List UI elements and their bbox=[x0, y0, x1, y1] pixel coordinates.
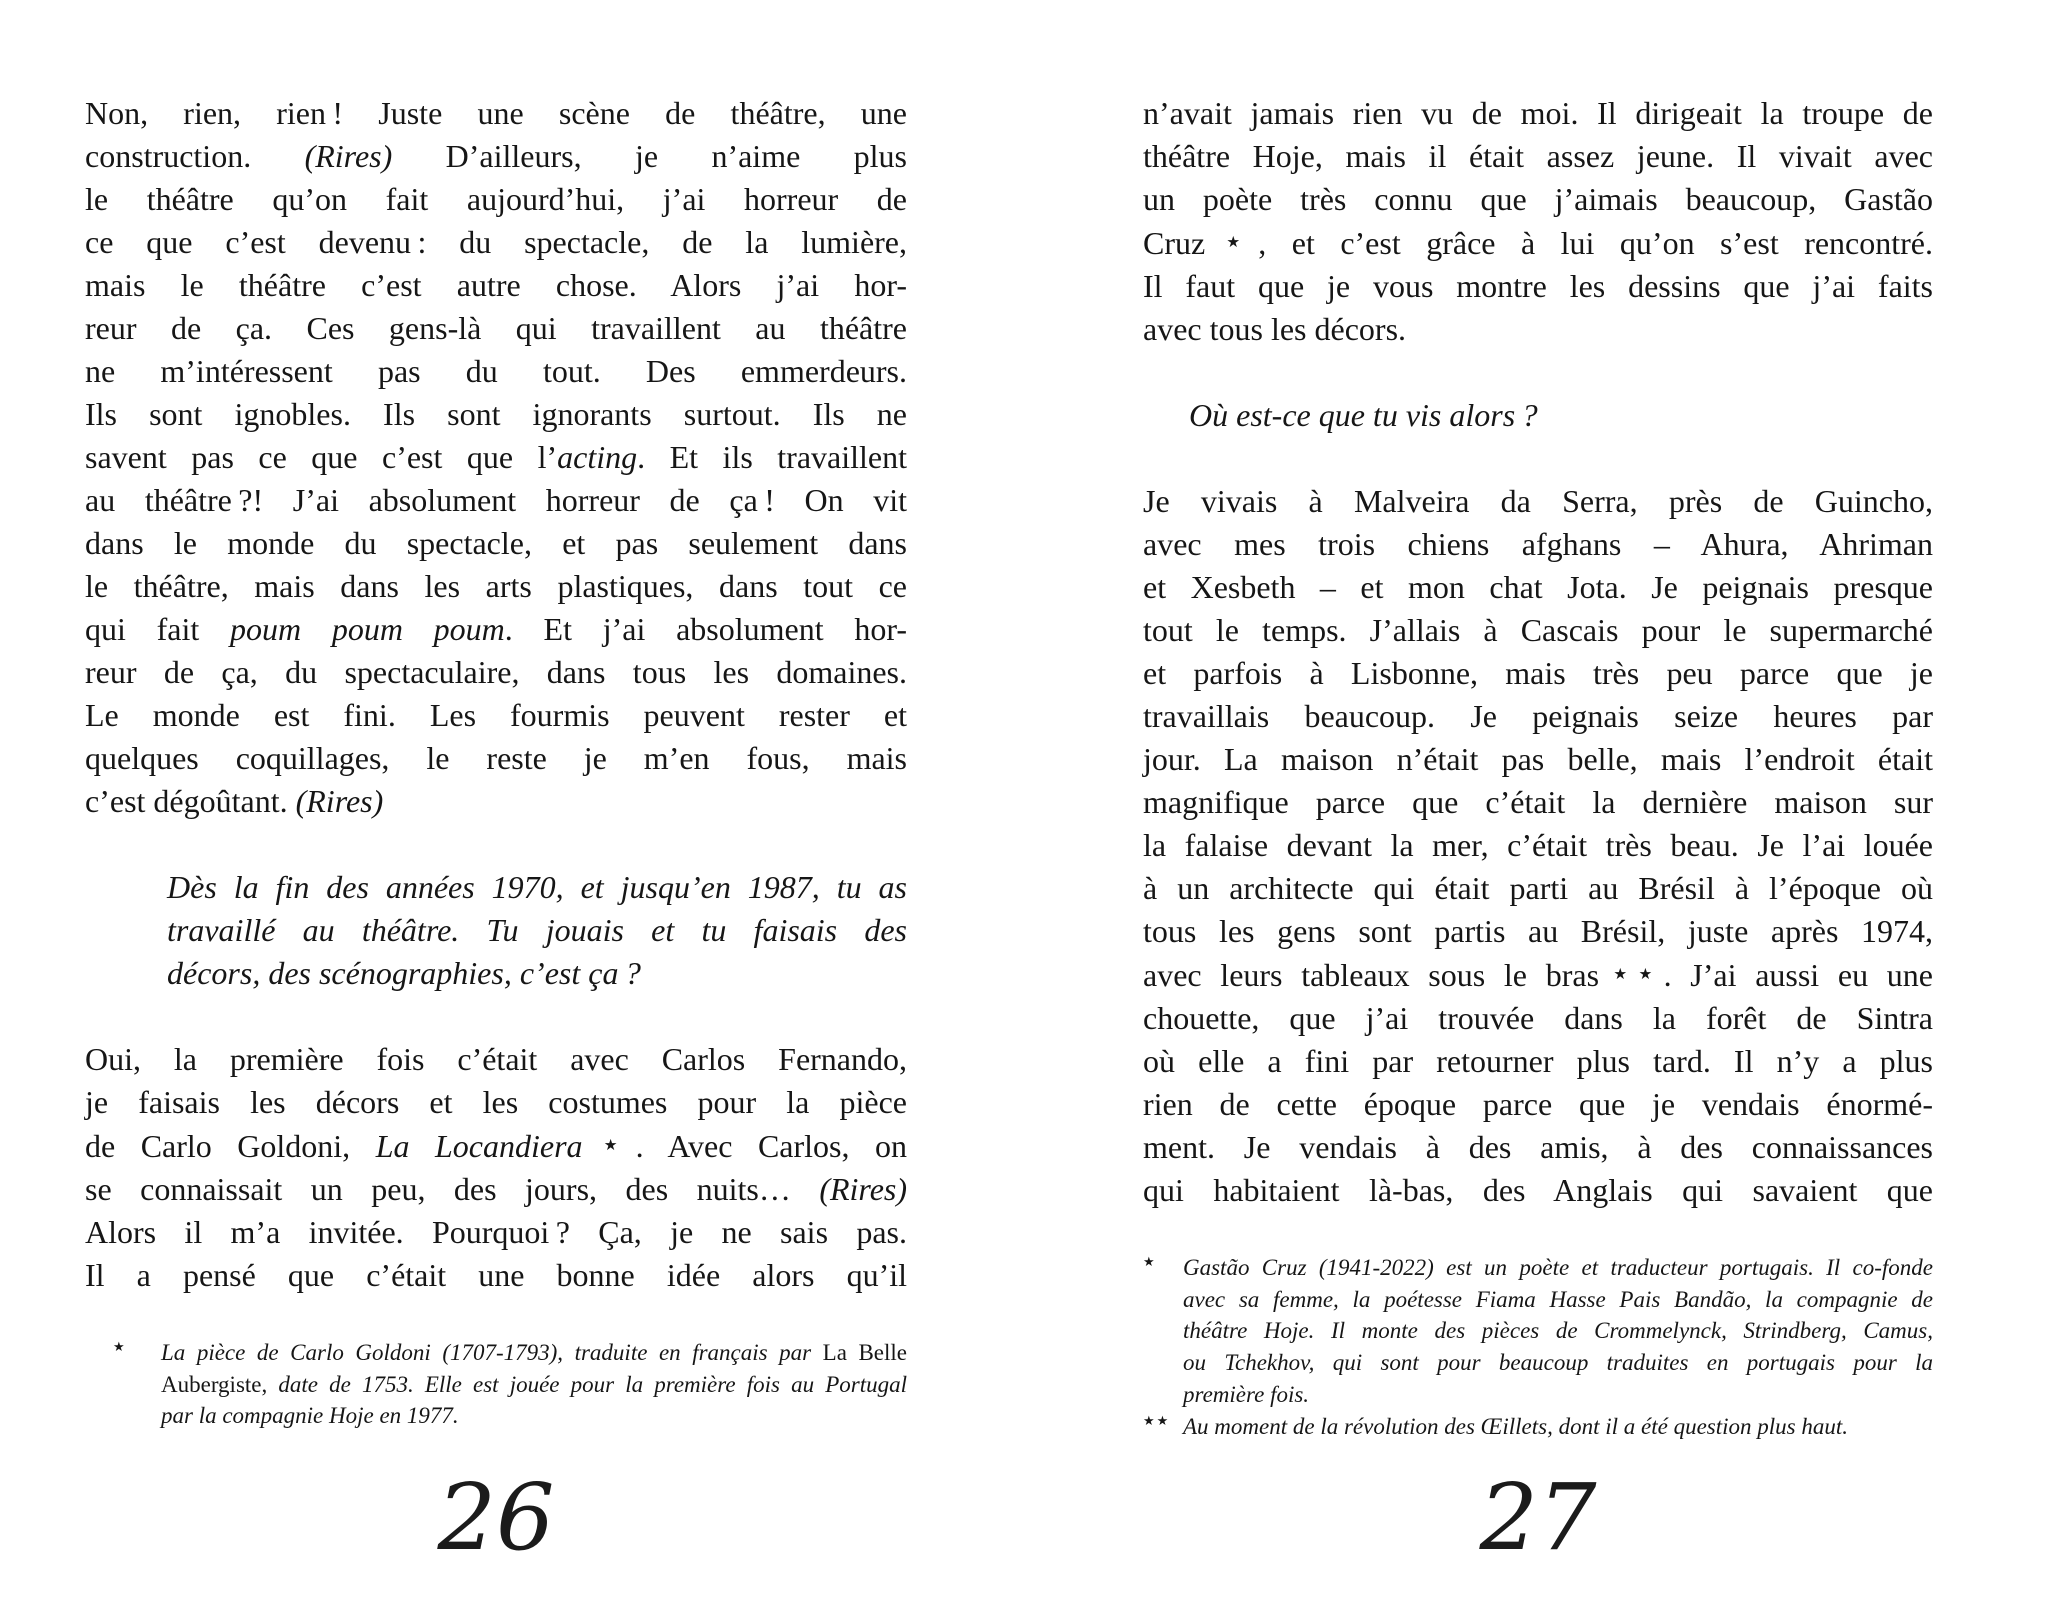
text-line: le théâtre, mais dans les arts plastiques, dans tout ce bbox=[85, 568, 907, 604]
text-line: Il faut que je vous montre les dessins que j’ai faits bbox=[1143, 267, 1933, 304]
text-line: Aubergiste, date de 1753. Elle est jouée pour la première fois au Portugal bbox=[161, 1371, 907, 1397]
text-line: Oui, la première fois c’était avec Carlos Fernando, bbox=[85, 1041, 907, 1077]
text-line: magnifique parce que c’était la dernière maison sur bbox=[1143, 783, 1933, 820]
text-line: Alors il m’a invitée. Pourquoi ? Ça, je ne sais pas. bbox=[85, 1213, 907, 1250]
footnotes bbox=[1143, 1252, 1933, 1442]
text-line: travaillé au théâtre. Tu jouais et tu faisais des bbox=[167, 912, 907, 948]
text-line: qui fait poum poum poum. Et j’ai absolument hor- bbox=[85, 611, 908, 647]
text-line: savent pas ce que c’est que l’acting. Et ils travaillent bbox=[85, 439, 908, 475]
text-line: le théâtre qu’on fait aujourd’hui, j’ai horreur de bbox=[85, 181, 907, 217]
text-line: au théâtre ?! J’ai absolument horreur de ça ! On vit bbox=[85, 482, 907, 518]
text-line: Où est-ce que tu vis alors ? bbox=[1189, 396, 1538, 433]
page-body bbox=[85, 92, 907, 1297]
text-line: n’avait jamais rien vu de moi. Il dirigeait la troupe de bbox=[1143, 95, 1933, 131]
text-line: tous les gens sont partis au Brésil, juste après 1974, bbox=[1143, 912, 1933, 949]
text-line: où elle a fini par retourner plus tard. Il n’y a plus bbox=[1143, 1042, 1933, 1079]
text-line: avec sa femme, la poétesse Fiama Hasse Pais Bandão, la compagnie de bbox=[1183, 1286, 1933, 1312]
page-left bbox=[85, 0, 907, 1614]
footnote bbox=[1143, 1252, 1933, 1411]
text-line: construction. (Rires) D’ailleurs, je n’aime plus bbox=[85, 138, 908, 174]
text-line: un poète très connu que j’aimais beaucoup, Gastão bbox=[1143, 181, 1933, 217]
text-line: à un architecte qui était parti au Brésil à l’époque où bbox=[1143, 869, 1933, 906]
footnote-reference-star: ★ bbox=[1205, 233, 1259, 251]
footnotes bbox=[85, 1337, 907, 1432]
text-line: mais le théâtre c’est autre chose. Alors j’ai hor- bbox=[85, 267, 907, 303]
text-line: par la compagnie Hoje en 1977. bbox=[161, 1403, 459, 1429]
footnote-marker: ★ bbox=[1143, 1255, 1157, 1270]
text-line: tout le temps. J’allais à Cascais pour le supermarché bbox=[1143, 611, 1933, 648]
interview-answer bbox=[85, 92, 907, 823]
text-line: et parfois à Lisbonne, mais très peu parce que je bbox=[1143, 654, 1933, 691]
interview-answer bbox=[1143, 92, 1933, 351]
page-number: 26 bbox=[437, 1464, 555, 1571]
text-line: Au moment de la révolution des Œillets, dont il a été question plus haut. bbox=[1183, 1413, 1848, 1439]
text-line: ou Tchekhov, qui sont pour beaucoup traduites en portugais pour la bbox=[1183, 1350, 1933, 1376]
interview-answer bbox=[1143, 480, 1933, 1212]
page-right bbox=[1143, 0, 1933, 1614]
text-line: se connaissait un peu, des jours, des nuits… (Rires) bbox=[85, 1170, 907, 1207]
text-line: de Carlo Goldoni, La Locandiera ★. Avec Carlos, on bbox=[85, 1127, 908, 1164]
interview-question bbox=[85, 866, 907, 995]
text-line: première fois. bbox=[1183, 1381, 1310, 1407]
text-line: rien de cette époque parce que je vendais énormé- bbox=[1143, 1085, 1933, 1122]
text-line: Je vivais à Malveira da Serra, près de Guincho, bbox=[1143, 482, 1933, 519]
footnote bbox=[85, 1337, 907, 1432]
text-line: jour. La maison n’était pas belle, mais l’endroit était bbox=[1143, 740, 1933, 777]
text-line: qui habitaient là-bas, des Anglais qui savaient que bbox=[1143, 1171, 1933, 1208]
footnote-marker: ★★ bbox=[1143, 1413, 1171, 1429]
text-line: et Xesbeth – et mon chat Jota. Je peignais presque bbox=[1143, 568, 1933, 605]
text-line: La pièce de Carlo Goldoni (1707-1793), traduite en français par La Belle bbox=[161, 1340, 907, 1365]
text-line: avec leurs tableaux sous le bras ★★. J’ai aussi eu une bbox=[1143, 956, 1934, 993]
footnote-text bbox=[1183, 1411, 1933, 1443]
text-line: Le monde est fini. Les fourmis peuvent rester et bbox=[85, 697, 907, 733]
text-line: Il a pensé que c’était une bonne idée alors qu’il bbox=[85, 1256, 907, 1293]
footnote-text bbox=[161, 1337, 907, 1432]
footnote bbox=[1143, 1411, 1933, 1443]
text-line: ment. Je vendais à des amis, à des connaissances bbox=[1143, 1128, 1933, 1165]
text-line: dans le monde du spectacle, et pas seulement dans bbox=[85, 525, 907, 561]
text-line: reur de ça, du spectaculaire, dans tous les domaines. bbox=[85, 654, 907, 690]
footnote-reference-star: ★ bbox=[582, 1136, 636, 1154]
interview-question bbox=[1143, 394, 1933, 437]
text-line: Ils sont ignobles. Ils sont ignorants surtout. Ils ne bbox=[85, 396, 907, 432]
text-line: c’est dégoûtant. (Rires) bbox=[85, 783, 384, 819]
text-line: la falaise devant la mer, c’était très beau. Je l’ai louée bbox=[1143, 826, 1933, 863]
text-line: théâtre Hoje, mais il était assez jeune. Il vivait avec bbox=[1143, 138, 1933, 174]
footnote-marker: ★ bbox=[113, 1340, 127, 1355]
text-line: Non, rien, rien ! Juste une scène de théâtre, une bbox=[85, 95, 907, 131]
text-line: avec mes trois chiens afghans – Ahura, Ahriman bbox=[1143, 525, 1933, 562]
text-line: ce que c’est devenu : du spectacle, de la lumière, bbox=[85, 224, 907, 260]
interview-answer bbox=[85, 1038, 907, 1297]
text-line: Cruz ★, et c’est grâce à lui qu’on s’est rencontré. bbox=[1143, 224, 1933, 261]
text-line: chouette, que j’ai trouvée dans la forêt de Sintra bbox=[1143, 999, 1933, 1036]
footnote-reference-star: ★★ bbox=[1599, 964, 1664, 983]
text-line: Gastão Cruz (1941-2022) est un poète et traducteur portugais. Il co-fonde bbox=[1183, 1255, 1933, 1280]
page-number: 27 bbox=[1479, 1464, 1597, 1571]
footnote-text bbox=[1183, 1252, 1933, 1411]
text-line: théâtre Hoje. Il monte des pièces de Crommelynck, Strindberg, Camus, bbox=[1183, 1318, 1933, 1344]
text-line: quelques coquillages, le reste je m’en fous, mais bbox=[85, 740, 907, 776]
text-line: avec tous les décors. bbox=[1143, 310, 1407, 347]
text-line: travaillais beaucoup. Je peignais seize heures par bbox=[1143, 697, 1933, 734]
text-line: ne m’intéressent pas du tout. Des emmerdeurs. bbox=[85, 353, 907, 389]
text-line: décors, des scénographies, c’est ça ? bbox=[167, 955, 641, 991]
page-body bbox=[1143, 92, 1933, 1212]
text-line: Dès la fin des années 1970, et jusqu’en 1987, tu as bbox=[167, 869, 907, 905]
text-line: je faisais les décors et les costumes pour la pièce bbox=[85, 1084, 907, 1120]
text-line: reur de ça. Ces gens-là qui travaillent au théâtre bbox=[85, 310, 907, 346]
